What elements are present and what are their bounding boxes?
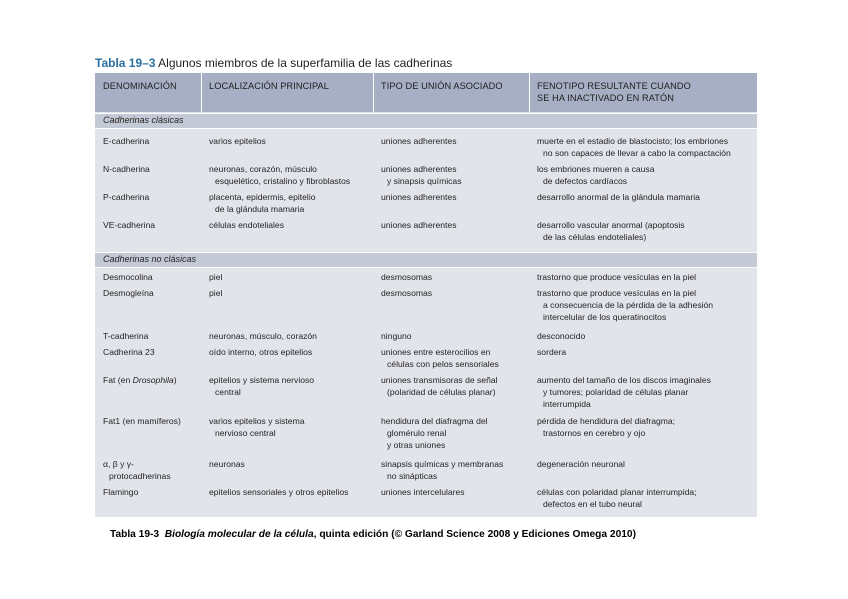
cell-line: desarrollo vascular anormal (apoptosis xyxy=(537,220,685,230)
table-cell xyxy=(103,287,154,299)
cell-line: uniones adherentes xyxy=(381,164,457,174)
cell-line: central xyxy=(215,387,241,397)
cell-line: células con polaridad planar interrumpida; xyxy=(537,487,697,497)
cell-line: desconocido xyxy=(537,331,586,341)
table-cell xyxy=(381,458,503,482)
table-cell xyxy=(381,163,462,187)
column-header-line: SE HA INACTIVADO EN RATÓN xyxy=(537,93,674,103)
caption-suffix: , quinta edición (© Garland Science 2008 y Ediciones Omega 2010) xyxy=(313,529,636,540)
cell-line: nervioso central xyxy=(215,428,276,438)
cell-line: esquelético, cristalino y fibroblastos xyxy=(215,176,351,186)
cell-line: Cadherina 23 xyxy=(103,347,155,357)
cell-line: E-cadherina xyxy=(103,136,150,146)
cell-line: uniones adherentes xyxy=(381,192,457,202)
cell-line: uniones intercelulares xyxy=(381,487,465,497)
cell-line: uniones entre esterocilios en xyxy=(381,347,491,357)
table-cell xyxy=(537,374,711,410)
cell-line: piel xyxy=(209,272,223,282)
table-cell xyxy=(537,458,625,470)
cell-line: de la glándula mamaria xyxy=(215,204,305,214)
cell-line: T-cadherina xyxy=(103,331,149,341)
table-cell xyxy=(381,374,498,398)
cell-line: defectos en el tubo neural xyxy=(543,499,642,509)
cell-line: oído interno, otros epitelios xyxy=(209,347,313,357)
cell-line: trastornos en cerebro y ojo xyxy=(543,428,646,438)
table-cell xyxy=(381,191,457,203)
cell-line: Desmogleína xyxy=(103,288,154,298)
table-cell xyxy=(381,135,457,147)
table-cell xyxy=(537,135,731,159)
table-cell xyxy=(103,191,149,203)
cell-line: sinapsis químicas y membranas xyxy=(381,459,504,469)
column-header xyxy=(103,80,177,92)
table-cell xyxy=(537,271,696,283)
cell-line: células con pelos sensoriales xyxy=(387,359,499,369)
table-cell xyxy=(537,191,700,203)
cell-line: uniones adherentes xyxy=(381,136,457,146)
table-cell xyxy=(209,135,266,147)
cell-line: trastorno que produce vesículas en la piel xyxy=(537,272,697,282)
column-header xyxy=(537,80,691,104)
cell-line: sordera xyxy=(537,347,567,357)
cell-line: glomérulo renal xyxy=(387,428,447,438)
column-header xyxy=(381,80,503,92)
column-header xyxy=(209,80,329,92)
cell-line: hendidura del diafragma del xyxy=(381,416,488,426)
table-cell xyxy=(209,219,284,231)
table-cell xyxy=(209,163,350,187)
table-cell xyxy=(209,486,348,498)
table-cell xyxy=(381,346,499,370)
section-header xyxy=(95,252,757,268)
table-cell xyxy=(103,458,171,482)
cell-line: varios epitelios xyxy=(209,136,266,146)
cell-line: epitelios y sistema nervioso xyxy=(209,375,315,385)
cell-line: uniones adherentes xyxy=(381,220,457,230)
cell-line: ninguno xyxy=(381,331,412,341)
cell-line: a consecuencia de la pérdida de la adhesión xyxy=(543,300,714,310)
column-header-line: TIPO DE UNIÓN ASOCIADO xyxy=(381,81,503,91)
table-cell xyxy=(209,271,222,283)
section-label: Cadherinas clásicas xyxy=(103,115,184,125)
table-cell xyxy=(209,330,317,342)
cell-line: interrumpida xyxy=(543,399,591,409)
header-divider xyxy=(373,73,374,112)
cell-line: trastorno que produce vesículas en la piel xyxy=(537,288,697,298)
cell-line: y sinapsis químicas xyxy=(387,176,462,186)
cell-line: desmosomas xyxy=(381,272,433,282)
cell-line: neuronas, músculo, corazón xyxy=(209,331,317,341)
table-cell xyxy=(103,415,181,427)
cell-line: N-cadherina xyxy=(103,164,150,174)
cadherin-table xyxy=(95,73,757,517)
table-cell xyxy=(381,330,412,342)
table-cell xyxy=(537,330,585,342)
table-cell xyxy=(103,271,153,283)
table-cell xyxy=(537,346,566,358)
table-cell xyxy=(103,135,149,147)
cell-line: células endoteliales xyxy=(209,220,285,230)
table-cell xyxy=(537,163,655,187)
cell-line: placenta, epidermis, epitelio xyxy=(209,192,316,202)
table-cell xyxy=(209,191,316,215)
cell-line: no sinápticas xyxy=(387,471,438,481)
cell-line: Fat (en Drosophila) xyxy=(103,375,177,385)
cell-line: Flamingo xyxy=(103,487,139,497)
table-number: Tabla 19–3 xyxy=(95,56,156,70)
table-cell xyxy=(209,374,314,398)
cell-line: intercelular de los queratinocitos xyxy=(543,312,667,322)
table-cell xyxy=(103,330,148,342)
table-cell xyxy=(537,415,675,439)
cell-line: uniones transmisoras de señal xyxy=(381,375,498,385)
cell-line: neuronas, corazón, músculo xyxy=(209,164,317,174)
caption-book-title: Biología molecular de la célula xyxy=(164,529,314,540)
cell-line: y otras uniones xyxy=(387,440,446,450)
cell-line: VE-cadherina xyxy=(103,220,156,230)
cell-line: muerte en el estadio de blastocisto; los embriones xyxy=(537,136,729,146)
table-cell xyxy=(103,219,155,231)
table-cell xyxy=(103,163,150,175)
section-label: Cadherinas no clásicas xyxy=(103,254,197,264)
table-cell xyxy=(103,486,138,498)
table-cell xyxy=(103,346,155,358)
table-cell xyxy=(381,486,465,498)
cell-line: protocadherinas xyxy=(109,471,171,481)
cell-line: de las células endoteliales) xyxy=(543,232,647,242)
table-cell xyxy=(381,415,488,451)
table-title-text: Algunos miembros de la superfamilia de las cadherinas xyxy=(158,56,453,70)
column-header-line: DENOMINACIÓN xyxy=(103,81,177,91)
caption-prefix: Tabla 19-3 xyxy=(110,529,160,540)
header-divider xyxy=(201,73,202,112)
table-cell xyxy=(381,219,457,231)
cell-line: neuronas xyxy=(209,459,245,469)
cell-line: pérdida de hendidura del diafragma; xyxy=(537,416,676,426)
table-cell xyxy=(537,486,697,510)
table-cell xyxy=(537,287,713,323)
cell-line: Desmocolina xyxy=(103,272,153,282)
table-cell xyxy=(103,374,177,386)
column-header-line: FENOTIPO RESULTANTE CUANDO xyxy=(537,81,691,91)
cell-line: y tumores; polaridad de células planar xyxy=(543,387,689,397)
table-cell xyxy=(209,346,312,358)
table-cell xyxy=(537,219,685,243)
header-divider xyxy=(529,73,530,112)
cell-line: de defectos cardíacos xyxy=(543,176,628,186)
cell-line: Fat1 (en mamíferos) xyxy=(103,416,181,426)
cell-line: desmosomas xyxy=(381,288,433,298)
cell-line: aumento del tamaño de los discos imaginales xyxy=(537,375,711,385)
cell-line: los embriones mueren a causa xyxy=(537,164,655,174)
cell-line: (polaridad de células planar) xyxy=(387,387,496,397)
cell-line: P-cadherina xyxy=(103,192,150,202)
cell-line: no son capaces de llevar a cabo la compactación xyxy=(543,148,731,158)
table-header xyxy=(95,73,757,112)
table-cell xyxy=(209,415,305,439)
cell-line: desarrollo anormal de la glándula mamaria xyxy=(537,192,700,202)
cell-line: α, β y γ- xyxy=(103,459,134,469)
cell-line: piel xyxy=(209,288,223,298)
column-header-line: LOCALIZACIÓN PRINCIPAL xyxy=(209,81,329,91)
figure-caption xyxy=(110,529,636,540)
table-cell xyxy=(381,287,432,299)
cell-line: epitelios sensoriales y otros epitelios xyxy=(209,487,349,497)
cell-line: degeneración neuronal xyxy=(537,459,625,469)
cell-line: varios epitelios y sistema xyxy=(209,416,305,426)
table-cell xyxy=(209,458,245,470)
table-cell xyxy=(381,271,432,283)
table-cell xyxy=(209,287,222,299)
table-title xyxy=(95,56,452,70)
section-header xyxy=(95,113,757,129)
